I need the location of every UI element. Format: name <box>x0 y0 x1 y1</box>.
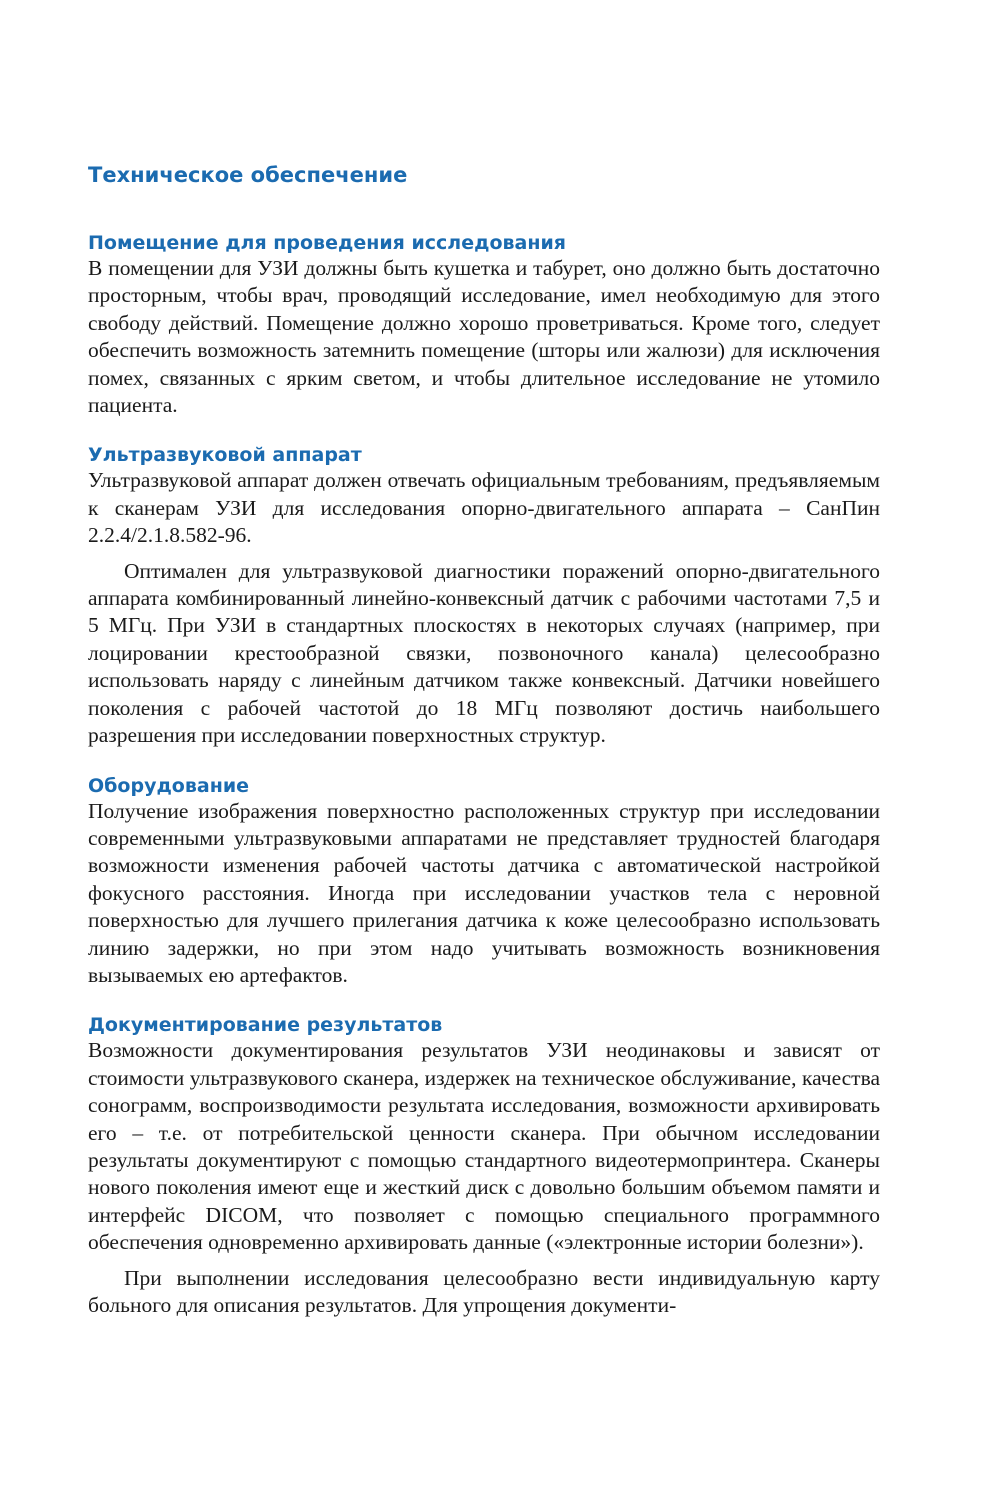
section-ultrasound-device <box>88 443 880 749</box>
section-documentation <box>88 1013 880 1319</box>
paragraph: Получение изображения поверхностно расположенных структур при исследовании современными ультразвуковыми аппаратами не представляет трудностей благодаря возможности изменения рабочей частоты датчика с автоматической настройкой фокусного расстояния. Иногда при исследовании участков тела с неровной поверхностью для лучшего прилегания датчика к коже целесообразно использовать линию задержки, но при этом надо учитывать возможность возникновения вызываемых ею артефактов. <box>88 798 880 987</box>
document-page <box>88 155 880 1343</box>
paragraph: Оптимален для ультразвуковой диагностики поражений опорно-двигательного аппарата комбинированный линейно-конвексный датчик с рабочими частотами 7,5 и 5 МГц. При УЗИ в стандартных плоскостях в некоторых случаях (например, при лоцировании крестообразной связки, позвоночного канала) целесообразно использовать наряду с линейным датчиком также конвексный. Датчики новейшего поколения с рабочей частотой до 18 МГц позволяют достичь наибольшего разрешения при исследовании поверхностных структур. <box>88 558 880 748</box>
paragraph: Ультразвуковой аппарат должен отвечать официальным требованиям, предъявляемым к сканерам УЗИ для исследования опорно-двигательного аппарата – СанПин 2.2.4/2.1.8.582-96. <box>88 468 880 548</box>
section-heading-room: Помещение для проведения исследования <box>88 232 566 254</box>
section-equipment <box>88 774 880 990</box>
paragraph: При выполнении исследования целесообразно вести индивидуальную карту больного для описания результатов. Для упрощения документи- <box>88 1265 880 1317</box>
section-room <box>88 231 880 419</box>
section-heading-ultrasound-device: Ультразвуковой аппарат <box>88 444 362 467</box>
section-heading-documentation: Документирование результатов <box>88 1014 443 1037</box>
paragraph: В помещении для УЗИ должны быть кушетка и табурет, оно должно быть достаточно просторным, чтобы врач, проводящий исследование, имел необходимую для этого свободу действий. Помещение должно хорошо проветриваться. Кроме того, следует обеспечить возможность затемнить помещение (шторы или жалюзи) для исключения помех, связанных с ярким светом, и чтобы длительное исследование не утомило пациента. <box>88 256 880 418</box>
paragraph: Возможности документирования результатов УЗИ неодинаковы и зависят от стоимости ультразвукового сканера, издержек на техническое обслуживание, качества сонограмм, воспроизводимости результата исследования, возможности архивировать его – т.е. от потребительской ценности сканера. При обычном исследовании результаты документируют с помощью стандартного видеотермопринтера. Сканеры нового поколения имеют еще и жесткий диск с довольно большим объемом памяти и интерфейс DICOM, что позволяет с помощью специального программного обеспечения одновременно архивировать данные («электронные истории болезни»). <box>88 1038 880 1255</box>
document-title: Техническое обеспечение <box>88 163 408 187</box>
section-heading-equipment: Оборудование <box>88 774 250 797</box>
